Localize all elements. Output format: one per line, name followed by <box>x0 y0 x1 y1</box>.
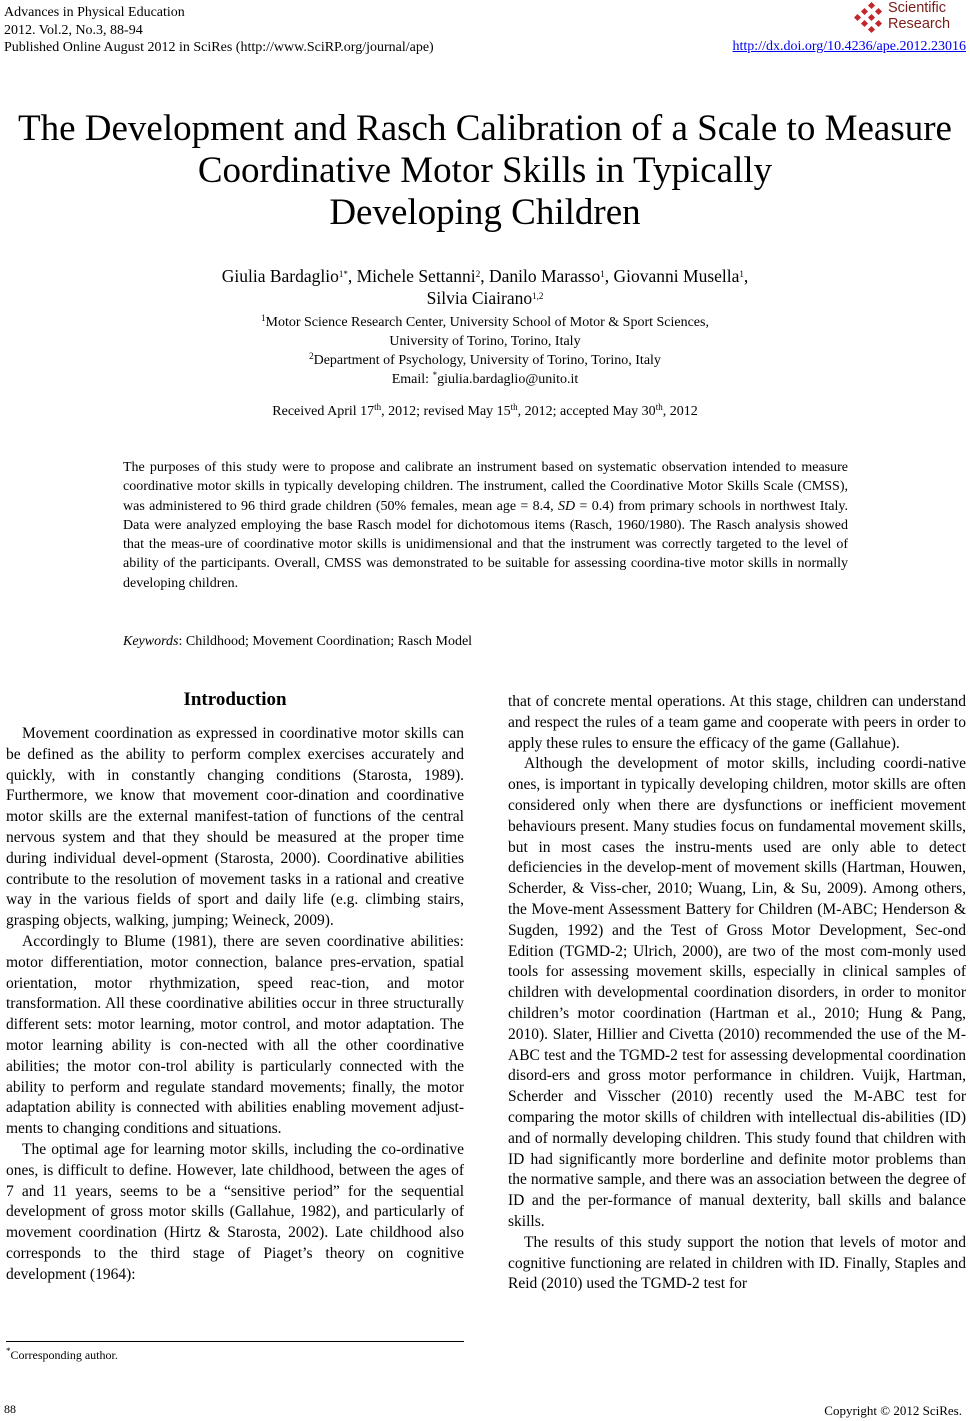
left-column <box>6 686 464 1286</box>
doi-link[interactable]: http://dx.doi.org/10.4236/ape.2012.23016 <box>732 39 966 54</box>
right-column <box>508 692 966 1295</box>
author: Giulia Bardaglio <box>221 266 339 286</box>
received-dates: Received April 17th, 2012; revised May 15th, 2012; accepted May 30th, 2012 <box>272 402 698 419</box>
paragraph: The results of this study support the notion that levels of motor and cognitive functioning are related in children with ID. Finally, Staples and Reid (2010) used the TGMD-2 test for <box>508 1233 966 1293</box>
paragraph: Accordingly to Blume (1981), there are seven coordinative abilities: motor differentiation, motor connection, balance pres-ervation, spatial orientation, motor rhythmization, speed reac-tion, and motor transformation. All these coordinative abilities occur in three structurally different sets: motor learning, motor control, and motor adaptation. The motor learning ability is con-nected with all the other coordinative abilities; the motor con-trol ability is particularly connected with the ability to perform and regulate standard movements; finally, the motor adaptation ability is connected with abilities enabling movement adjust-ments to changing conditions and situations. <box>6 932 464 1138</box>
paragraph: Movement coordination as expressed in coordinative motor skills can be defined as the ability to perform complex exercises accurately and quickly, with in constantly changing conditions (Starosta, 1989). Furthermore, we know that movement coor-dination and coordinative motor skills are the external manifest-tation of functions of the central nervous system and that they should be measured at the proper time during individual devel-opment (Starosta, 2000). Coordinative abilities contribute to the resolution of movement tasks in a rational and creative way in the various fields of sport and daily life (e.g. climbing stairs, grasping objects, walking, jumping; Weineck, 2009). <box>6 725 464 930</box>
paper-title: The Development and Rasch Calibration of a Scale to Measure Coordinative Motor Skills in Typically Developing Children <box>18 108 952 233</box>
section-heading: Introduction <box>183 689 287 710</box>
paragraph: Although the development of motor skills, including coordi-native ones, is important in typically developing children, motor skills are often considered only when there are dysfunctions or inefficient movement behaviours present. Many studies focus on fundamental movement skills, but in most cases the instru-ments used are only able to detect deficiencies in the develop-ment of movement skills (Hartman, Houwen, Scherder, & Viss-cher, 2010; Wuang, Lin, & Su, 2009). Among others, the Move-ment Assessment Battery for Children (M-ABC; Henderson & Sugden, 1992) and the Test of Gross Motor Development, Sec-ond Edition (TGMD-2; Ulrich, 2000), are two of the most com-monly used tools for assessing movement skills, especially in clinical samples of children with developmental coordination disorders, in order to monitor children’s motor coordination (Hartman et al., 2010; Hung & Pang, 2010). Slater, Hillier and Civetta (2010) recommended the use of the M-ABC test and the TGMD-2 test for assessing developmental coordination disord-ers and gross motor performance in children. Vuijk, Hartman, Scherder and Visscher (2010) recently used the M-ABC test for comparing the motor skills of children with intellectual dis-abilities (ID) and of normally developing children. This study found that children with ID had significantly more borderline and definite motor problems than the normative sample, and there was an association between the degree of ID and the per-formance of manual dexterity, ball skills and balance skills. <box>508 755 966 1230</box>
footnote: *Corresponding author. <box>6 1346 118 1362</box>
footnote-divider <box>6 1341 464 1342</box>
abstract: The purposes of this study were to propose and calibrate an instrument based on systematic observation intended to measure coordinative motor skills in typically developing children. The instrument, called the Coordinative Motor Skills Scale (CMSS), was administered to 96 third grade children (50% females, mean age = 8.4, SD = 0.4) from primary schools in northwest Italy. Data were analyzed employing the base Rasch model for dichotomous items (Rasch, 1960/1980). The Rasch analysis showed that the meas-ure of coordinative motor skills is unidimensional and that the instrument was correctly targeted to the level of ability of the participants. Overall, CMSS was demonstrated to be suitable for assessing coordina-tive motor skills in normally developing children. <box>123 460 848 591</box>
author: Silvia Ciairano <box>426 288 533 308</box>
author: , Giovanni Musella <box>604 266 740 286</box>
page-number: 88 <box>4 1402 16 1416</box>
keywords-label: Keywords <box>123 634 179 649</box>
paragraph: The optimal age for learning motor skills, including the co-ordinative ones, is difficult to define. However, late childhood, between the ages of 7 and 11 years, seems to be a “sensitive period” for the sequential development of gross motor skills (Gallahue, 1982), and particularly of movement coordination (Hirtz & Starosta, 2002). Late childhood also corresponds to the third stage of Piaget’s theory on cognitive development (1964): <box>6 1140 464 1283</box>
keywords: Keywords: Childhood; Movement Coordination; Rasch Model <box>123 634 473 649</box>
author: , Michele Settanni <box>347 266 476 286</box>
journal-volume: 2012. Vol.2, No.3, 88-94 <box>4 22 143 38</box>
author-list: Giulia Bardaglio$^{1*}$, Michele Settanni$^2$, Danilo Marasso$^1$, Giovanni Musella$^1$, Silvia Ciairano$^{1,2}$ <box>221 266 749 308</box>
logo-text: Scientific Research <box>888 0 951 32</box>
published-line: Published Online August 2012 in SciRes (http://www.SciRP.org/journal/ape) <box>4 40 434 55</box>
journal-header <box>4 4 434 57</box>
affiliations: $^1$Motor Science Research Center, University School of Motor & Sport Sciences, University of Torino, Torino, Italy $^2$Department of Psychology, University of Torino, Torino, Italy Email: *giulia.bardaglio@unito.it <box>0 313 970 389</box>
paragraph: that of concrete mental operations. At this stage, children can understand and respect the rules of a team game and cooperate with peers in order to apply these rules to ensure the efficacy of the game (Gallahue). <box>508 693 966 752</box>
email-line: Email: *giulia.bardaglio@unito.it <box>391 370 579 387</box>
scientific-research-logo <box>854 0 966 38</box>
author: , Danilo Marasso <box>480 266 601 286</box>
journal-name: Advances in Physical Education <box>4 5 185 20</box>
email-address: giulia.bardaglio@unito.it <box>437 372 579 387</box>
copyright: Copyright © 2012 SciRes. <box>824 1403 962 1418</box>
logo-mark-icon <box>854 2 888 34</box>
